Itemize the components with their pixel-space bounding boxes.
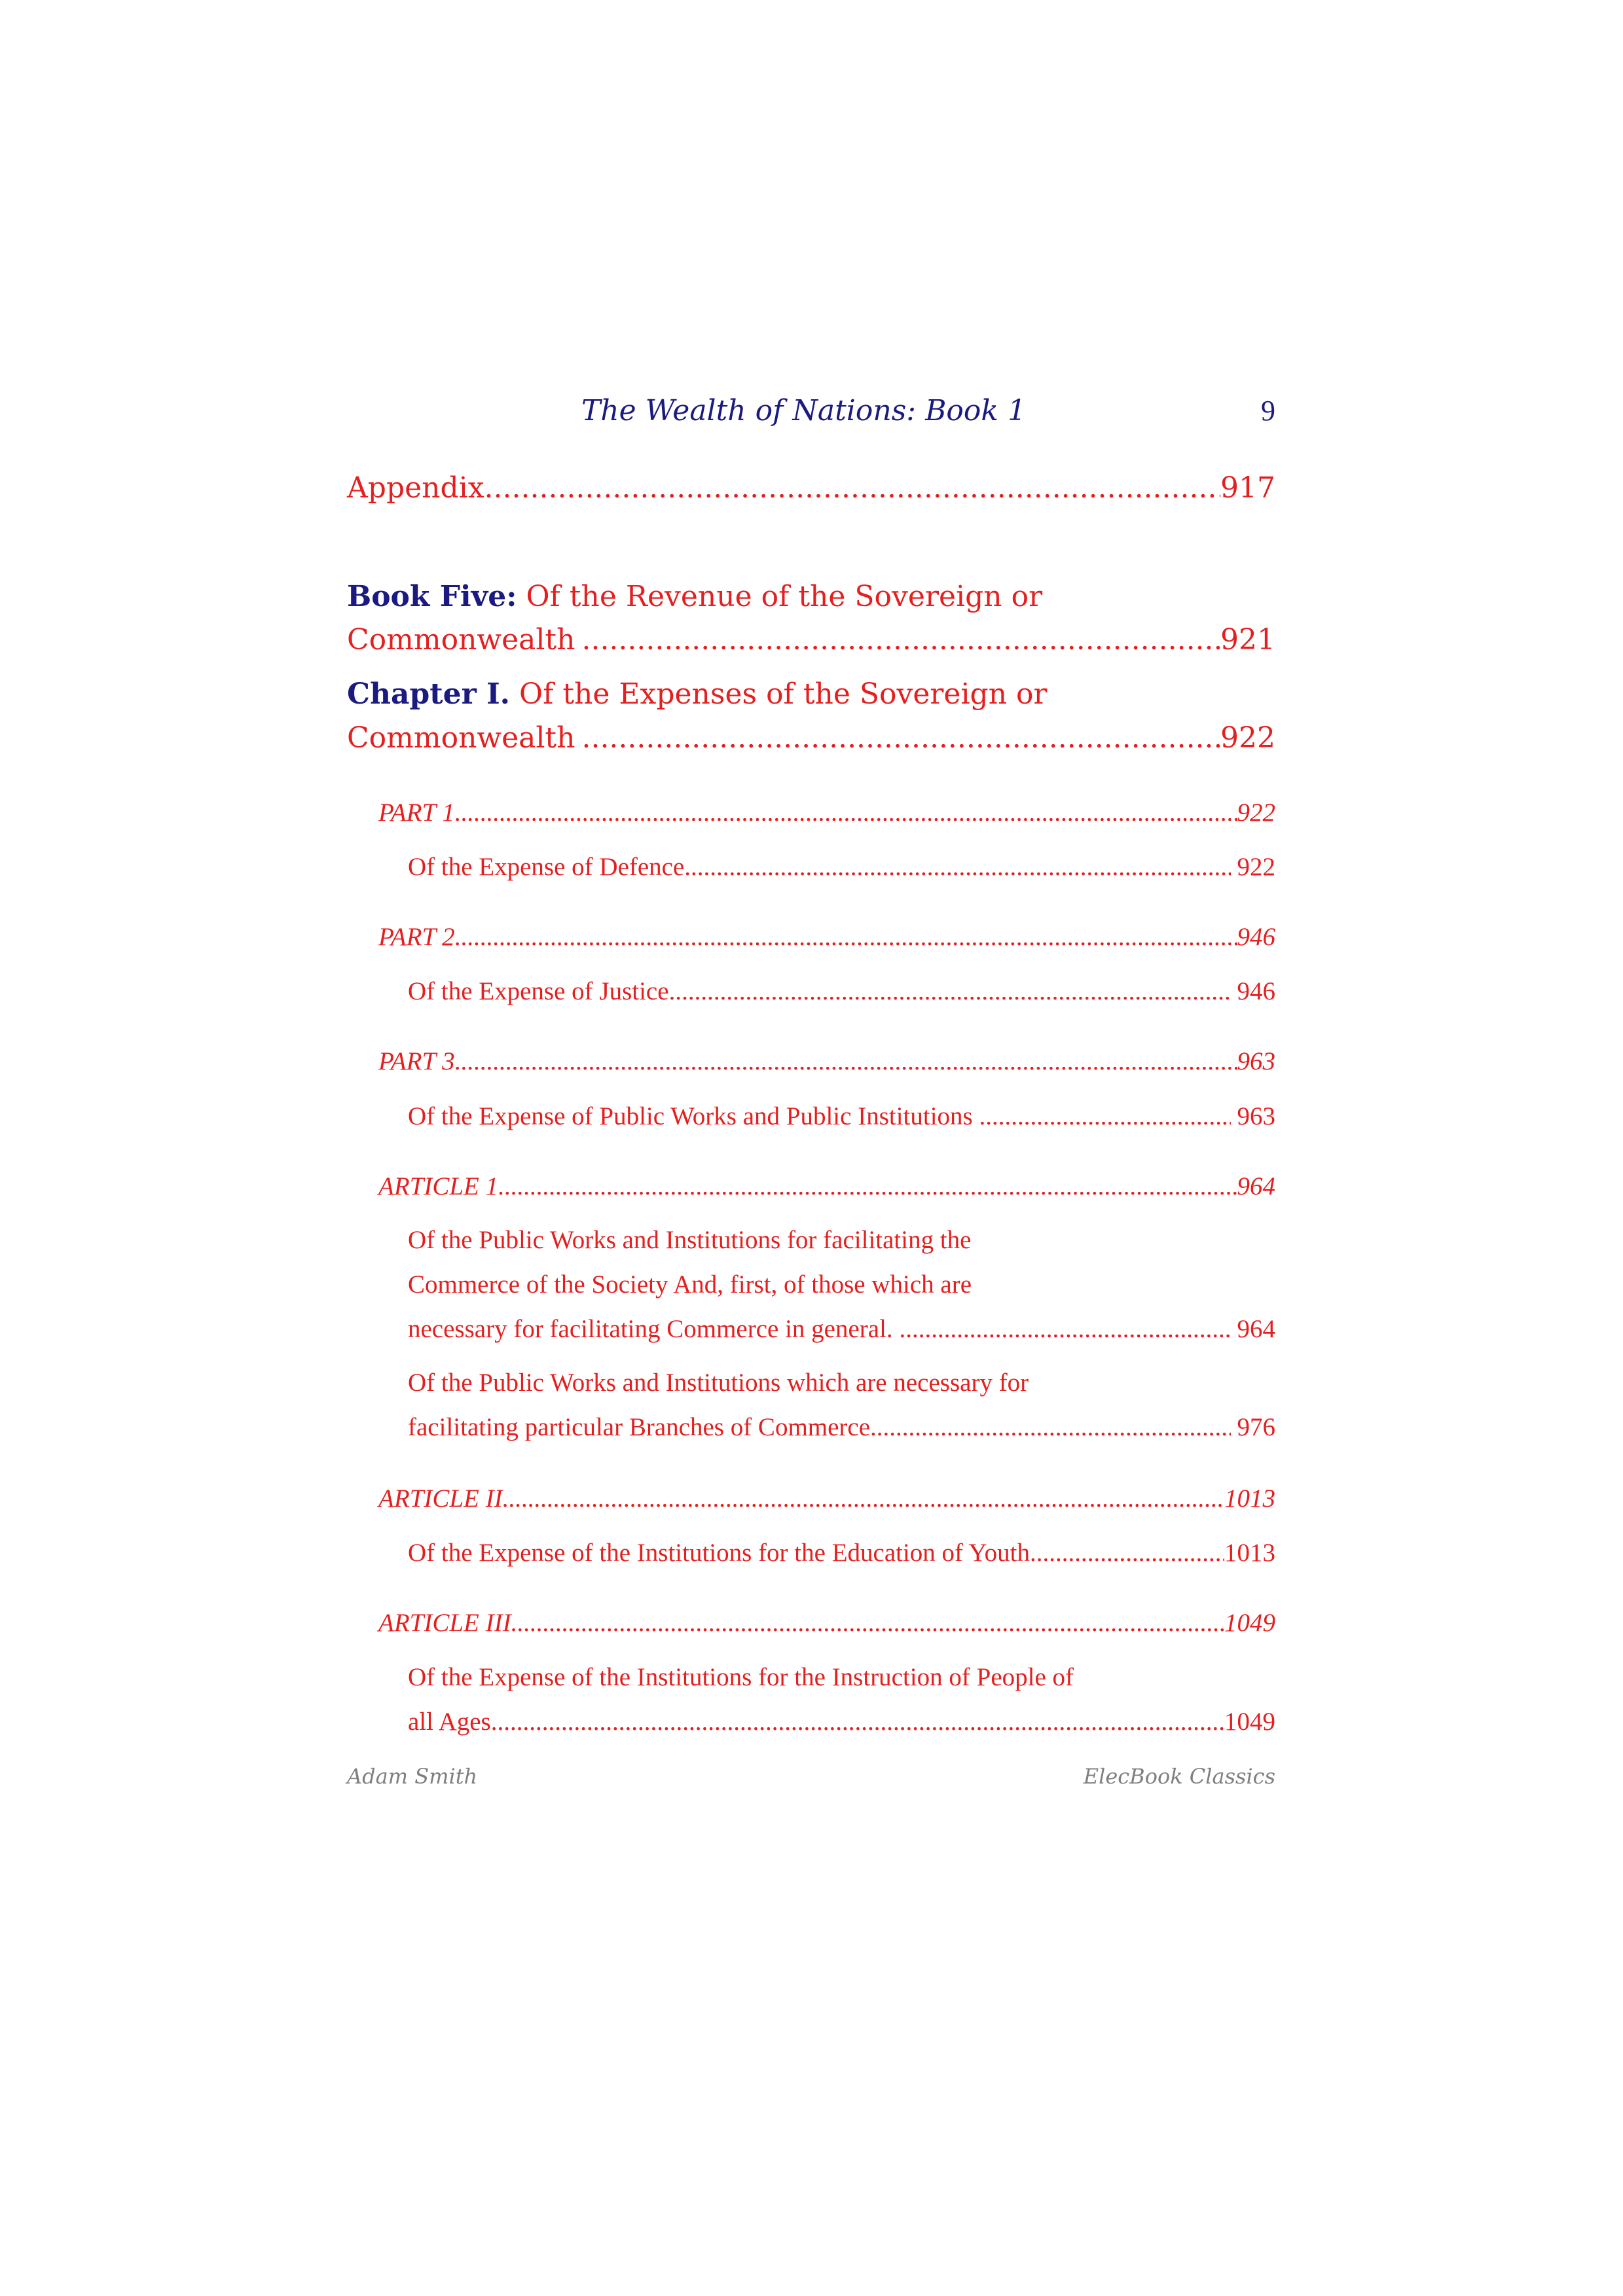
toc-entry-part-1[interactable] <box>378 791 1275 835</box>
dot-leader <box>455 915 1237 960</box>
toc-entry-commerce-general-line2[interactable]: Commerce of the Society And, first, of those which are <box>408 1270 972 1299</box>
running-header-title: The Wealth of Nations: Book 1 <box>581 394 1027 427</box>
toc-page-number: 922 <box>1220 721 1275 755</box>
toc-entry-article-3[interactable] <box>378 1601 1275 1645</box>
toc-label: Of the Expense of Defence <box>408 853 685 881</box>
toc-label: Of the Expense of Public Works and Public Institutions <box>408 1102 979 1130</box>
toc-page-number: 1049 <box>1224 1609 1275 1637</box>
toc-label: ARTICLE II <box>378 1484 503 1513</box>
dot-leader <box>455 1039 1237 1084</box>
book-heading-prefix: Book Five: <box>347 580 517 613</box>
toc-entry-chapter-one[interactable] <box>347 672 1275 717</box>
toc-entry-part-2[interactable] <box>378 915 1275 960</box>
toc-page-number: 917 <box>1220 471 1275 505</box>
toc-entry-commerce-branches[interactable] <box>408 1405 1275 1450</box>
dot-leader <box>581 716 1220 761</box>
toc-entry-article-2[interactable] <box>378 1477 1275 1521</box>
toc-label-line3: necessary for facilitating Commerce in general. <box>408 1315 900 1343</box>
toc-entry-part-3[interactable] <box>378 1039 1275 1084</box>
toc-page-number: 922 <box>1237 853 1275 881</box>
toc-label-line2: facilitating particular Branches of Commerce. <box>408 1413 877 1441</box>
toc-entry-book-five[interactable] <box>347 575 1275 619</box>
dot-leader <box>899 1307 1230 1352</box>
toc-label: PART 1 <box>378 798 455 827</box>
toc-page-number: 922 <box>1237 798 1275 827</box>
toc-label: Of the Expense of Justice <box>408 977 669 1005</box>
page-number: 9 <box>1261 395 1275 427</box>
dot-leader <box>484 466 1220 511</box>
toc-entry-public-works[interactable] <box>408 1094 1275 1139</box>
toc-page-number: 946 <box>1237 977 1275 1005</box>
footer-publisher: ElecBook Classics <box>1083 1764 1275 1789</box>
toc-page-number: 964 <box>1237 1315 1275 1343</box>
toc-page-number: 963 <box>1237 1102 1275 1130</box>
toc-page-number: 976 <box>1237 1413 1275 1441</box>
toc-label: Of the Expense of the Institutions for the Education of Youth <box>408 1539 1030 1567</box>
toc-entry-commerce-branches-line1[interactable]: Of the Public Works and Institutions which are necessary for <box>408 1369 1029 1397</box>
toc-label-line2: all Ages <box>408 1708 491 1736</box>
toc-entry-all-ages-line1[interactable]: Of the Expense of the Institutions for the Instruction of People of <box>408 1663 1074 1691</box>
toc-entry-commerce-general-line1[interactable]: Of the Public Works and Institutions for facilitating the <box>408 1226 972 1254</box>
dot-leader <box>877 1405 1231 1450</box>
toc-entry-defence[interactable] <box>408 845 1275 889</box>
chapter-heading-prefix: Chapter I. <box>347 677 511 711</box>
toc-label: ARTICLE 1 <box>378 1172 499 1200</box>
toc-entry-article-1[interactable] <box>378 1164 1275 1209</box>
toc-label: Appendix <box>347 471 484 505</box>
toc-label-line2: Commonwealth <box>347 721 575 755</box>
toc-label: PART 2 <box>378 923 455 951</box>
toc-page-number: 921 <box>1220 623 1275 656</box>
toc-entry-chapter-one-cont[interactable] <box>347 716 1275 761</box>
dot-leader <box>498 1164 1237 1209</box>
toc-page-number: 964 <box>1237 1172 1275 1200</box>
toc-page-number: 1013 <box>1224 1539 1275 1567</box>
dot-leader <box>1030 1531 1224 1575</box>
dot-leader <box>684 845 1230 889</box>
toc-page-number: 1013 <box>1224 1484 1275 1513</box>
dot-leader <box>581 618 1220 662</box>
toc-page-number: 1049 <box>1224 1708 1275 1736</box>
dot-leader <box>455 791 1237 835</box>
toc-entry-justice[interactable] <box>408 969 1275 1014</box>
toc-label-line1: Of the Revenue of the Sovereign or <box>526 580 1043 613</box>
dot-leader <box>669 969 1231 1014</box>
dot-leader <box>503 1477 1224 1521</box>
toc-entry-commerce-general[interactable] <box>408 1307 1275 1352</box>
toc-label: PART 3 <box>378 1047 455 1075</box>
toc-label-line1: Of the Expenses of the Sovereign or <box>519 677 1048 711</box>
toc-entry-youth[interactable] <box>408 1531 1275 1575</box>
toc-entry-appendix[interactable] <box>347 466 1275 511</box>
toc-label: ARTICLE III <box>378 1609 511 1637</box>
toc-page-number: 946 <box>1237 923 1275 951</box>
dot-leader <box>979 1094 1230 1139</box>
toc-page-number: 963 <box>1237 1047 1275 1075</box>
toc-entry-book-five-cont[interactable] <box>347 618 1275 662</box>
dot-leader <box>491 1700 1224 1744</box>
toc-entry-all-ages[interactable] <box>408 1700 1275 1744</box>
footer-author: Adam Smith <box>347 1764 478 1789</box>
dot-leader <box>511 1601 1224 1645</box>
toc-label-line2: Commonwealth <box>347 623 575 656</box>
